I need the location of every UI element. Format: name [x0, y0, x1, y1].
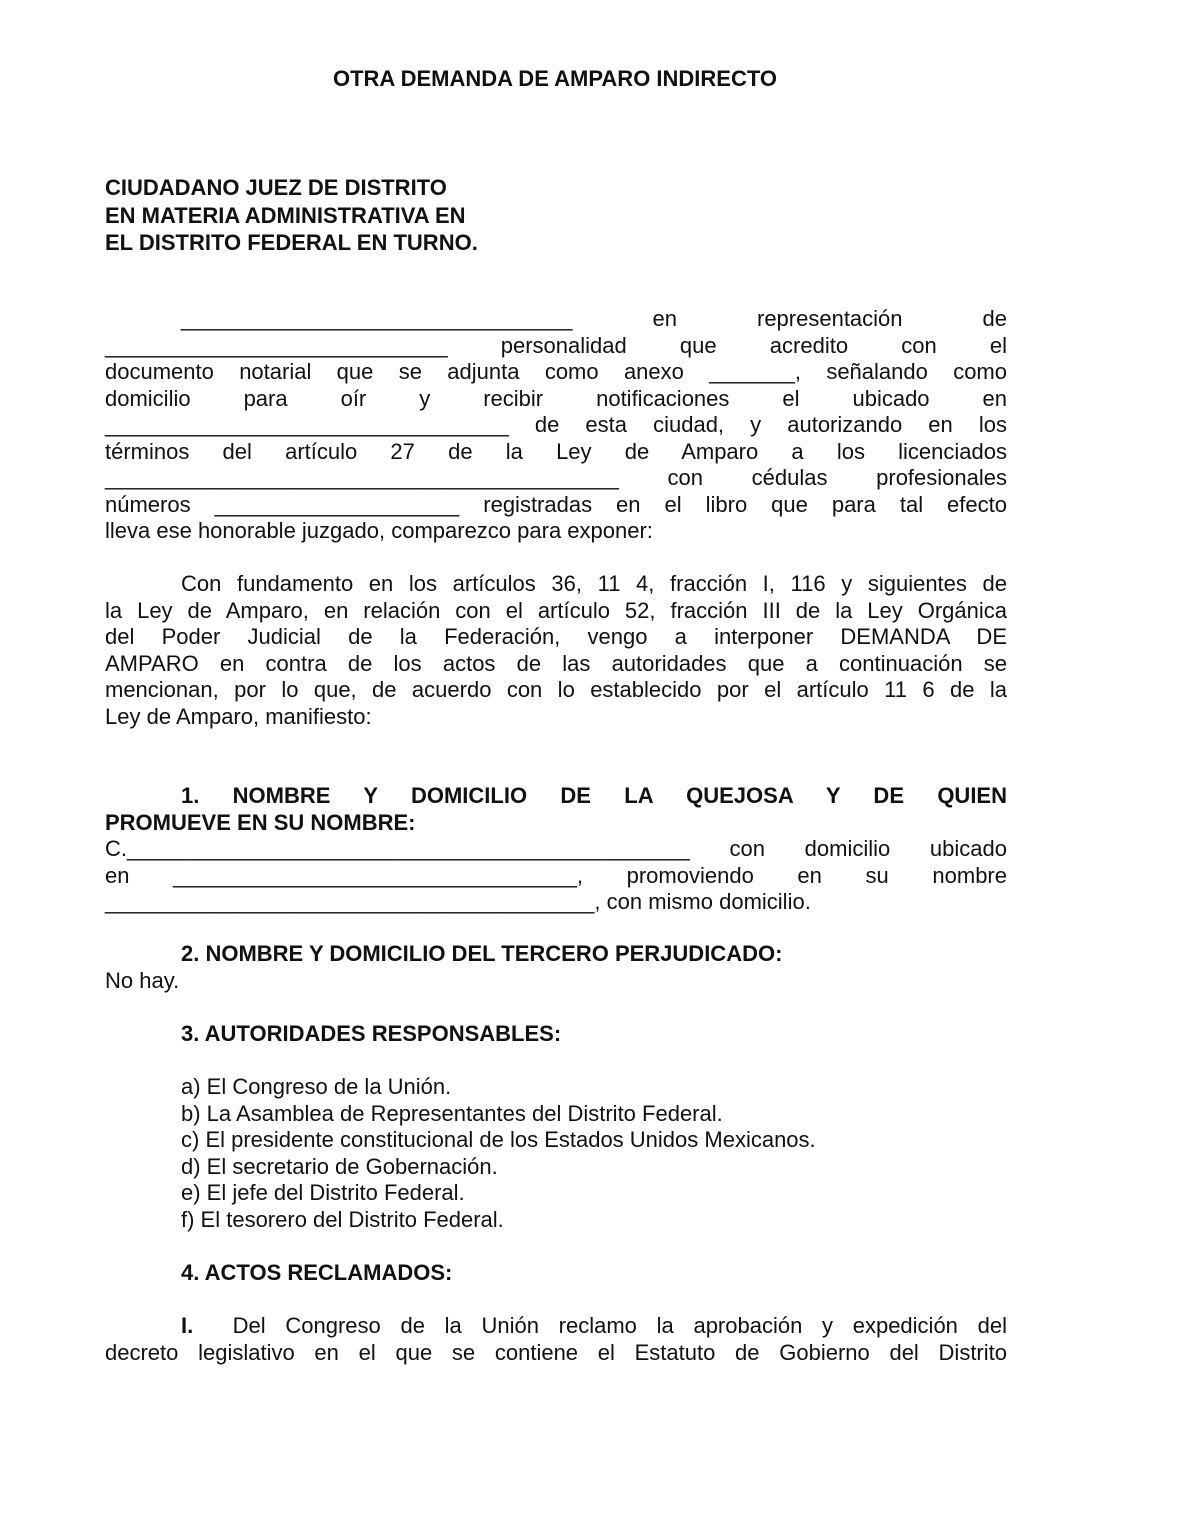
intro-line: términos del artículo 27 de la Ley de Amparo a los licenciados	[105, 438, 1007, 464]
fundamento-line: del Poder Judicial de la Federación, vengo a interponer DEMANDA DE	[105, 624, 1007, 649]
fundamento-line: Con fundamento en los artículos 36, 11 4, fracción I, 116 y siguientes de	[181, 571, 1007, 596]
intro-line: números ____________________ registradas en el libro que para tal efecto	[105, 491, 1007, 517]
fundamento-paragraph	[105, 571, 1007, 730]
section-1-heading: PROMUEVE EN SU NOMBRE:	[105, 809, 416, 835]
document-title: OTRA DEMANDA DE AMPARO INDIRECTO	[332, 66, 778, 91]
list-item: c) El presidente constitucional de los Estados Unidos Mexicanos.	[181, 1127, 816, 1152]
list-item: e) El jefe del Distrito Federal.	[181, 1180, 465, 1205]
addressee-block	[105, 174, 478, 257]
intro-paragraph	[105, 306, 1007, 545]
intro-line: domicilio para oír y recibir notificaciones el ubicado en	[105, 385, 1007, 411]
fundamento-line: mencionan, por lo que, de acuerdo con lo establecido por el artículo 11 6 de la	[105, 677, 1007, 702]
intro-line: lleva ese honorable juzgado, comparezco para exponer:	[105, 518, 653, 543]
section-2-heading: 2. NOMBRE Y DOMICILIO DEL TERCERO PERJUDICADO:	[181, 941, 783, 966]
fundamento-line: AMPARO en contra de los actos de las autoridades que a continuación se	[105, 650, 1007, 676]
intro-line: documento notarial que se adjunta como anexo _______, señalando como	[105, 359, 1007, 384]
fundamento-line: la Ley de Amparo, en relación con el artículo 52, fracción III de la Ley Orgánica	[105, 597, 1007, 623]
section-1	[105, 783, 1007, 916]
section-2-body: No hay.	[105, 968, 180, 993]
addressee-line: CIUDADANO JUEZ DE DISTRITO	[105, 175, 447, 200]
intro-line: _________________________________ de esta ciudad, y autorizando en los	[105, 412, 1007, 437]
list-item: f) El tesorero del Distrito Federal.	[181, 1206, 504, 1232]
section-1-line: ________________________________________, con mismo domicilio.	[105, 889, 811, 914]
section-1-line: en _________________________________, promoviendo en su nombre	[105, 862, 1007, 888]
section-4-text: Del Congreso de la Unión reclamo la aprobación y expedición del	[232, 1313, 1007, 1338]
section-1-heading: 1. NOMBRE Y DOMICILIO DE LA QUEJOSA Y DE QUIEN	[181, 783, 1007, 808]
intro-line: ________________________________ en representación de	[181, 306, 1007, 331]
list-item: d) El secretario de Gobernación.	[181, 1153, 498, 1179]
list-item: a) El Congreso de la Unión.	[181, 1074, 452, 1099]
intro-line: ____________________________ personalidad que acredito con el	[105, 332, 1007, 358]
authorities-list	[181, 1074, 816, 1233]
section-4-heading: 4. ACTOS RECLAMADOS:	[181, 1260, 453, 1285]
section-4-paragraph	[105, 1313, 1007, 1366]
roman-numeral: I.	[181, 1313, 194, 1338]
addressee-line: EL DISTRITO FEDERAL EN TURNO.	[105, 230, 478, 255]
section-4-line: decreto legislativo en el que se contiene el Estatuto de Gobierno del Distrito	[105, 1339, 1007, 1365]
fundamento-line: Ley de Amparo, manifiesto:	[105, 703, 372, 729]
list-item: b) La Asamblea de Representantes del Distrito Federal.	[181, 1100, 723, 1126]
addressee-line: EN MATERIA ADMINISTRATIVA EN	[105, 202, 466, 228]
section-1-line: C.______________________________________________ con domicilio ubicado	[105, 836, 1007, 861]
section-3-heading: 3. AUTORIDADES RESPONSABLES:	[181, 1021, 562, 1046]
intro-line: __________________________________________ con cédulas profesionales	[105, 465, 1007, 490]
section-4-line	[105, 1313, 1007, 1340]
